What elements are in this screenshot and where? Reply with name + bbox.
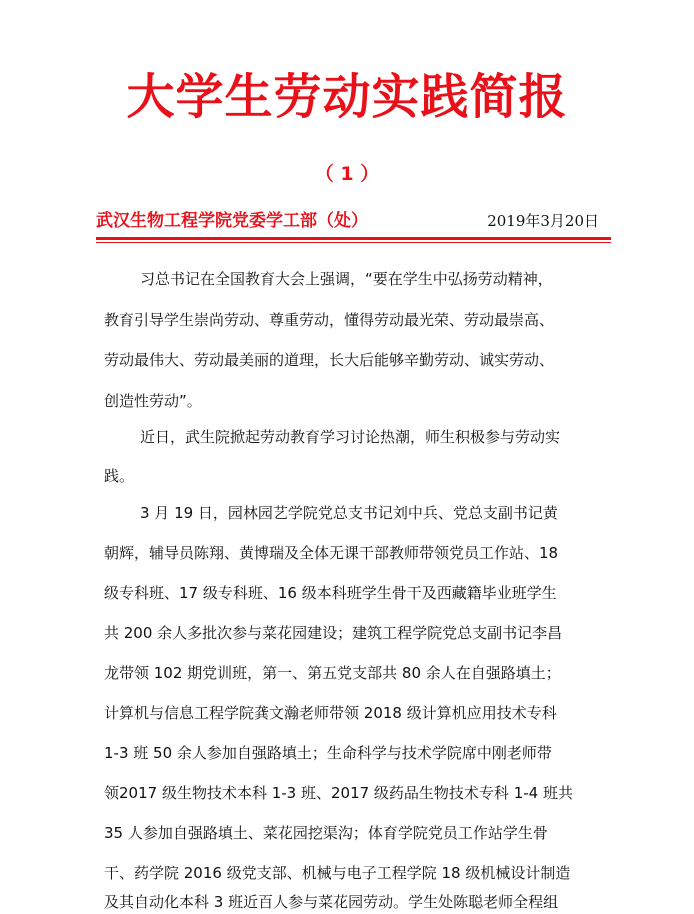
text-line: 创造性劳动”。 xyxy=(104,392,202,410)
text-line: 1-3 班 50 余人参加自强路填土；生命科学与技术学院席中刚老师带 xyxy=(104,744,552,762)
text-line: 共 200 余人多批次参与菜花园建设；建筑工程学院党总支副书记李昌 xyxy=(104,624,563,642)
text-line: 级专科班、17 级专科班、16 级本科班学生骨干及西藏籍毕业班学生 xyxy=(104,584,557,602)
publisher-name: 武汉生物工程学院党委学工部（处） xyxy=(96,211,368,231)
text-line: 教育引导学生崇尚劳动、尊重劳动，懂得劳动最光荣、劳动最崇高、 xyxy=(104,311,555,329)
text-line: 习总书记在全国教育大会上强调，“要在学生中弘扬劳动精神， xyxy=(140,270,553,288)
text-line: 领2017 级生物技术本科 1-3 班、2017 级药品生物技术专科 1-4 班共 xyxy=(104,784,573,802)
text-line: 35 人参加自强路填土、菜花园挖渠沟；体育学院党员工作站学生骨 xyxy=(104,824,548,842)
masthead-rule-thin xyxy=(96,242,611,243)
issue-number: （ 1 ） xyxy=(314,163,380,185)
publish-date: 2019年3月20日 xyxy=(487,212,599,230)
text-line: 践。 xyxy=(104,467,135,485)
text-line: 朝辉，辅导员陈翔、黄博瑞及全体无课干部教师带领党员工作站、18 xyxy=(104,544,559,562)
text-line: 计算机与信息工程学院龚文瀚老师带领 2018 级计算机应用技术专科 xyxy=(104,704,557,722)
masthead-rule-thick xyxy=(96,237,611,240)
text-line: 劳动最伟大、劳动最美丽的道理，长大后能够辛勤劳动、诚实劳动、 xyxy=(104,351,555,369)
text-line: 近日，武生院掀起劳动教育学习讨论热潮，师生积极参与劳动实 xyxy=(140,428,561,446)
bulletin-title: 大学生劳动实践简报 xyxy=(126,69,568,125)
text-line: 及其自动化本科 3 班近百人参与菜花园劳动。学生处陈聪老师全程组 xyxy=(104,893,559,911)
masthead-row xyxy=(96,208,607,236)
text-line: 龙带领 102 期党训班，第一、第五党支部共 80 余人在自强路填土； xyxy=(104,664,561,682)
text-line: 干、药学院 2016 级党支部、机械与电子工程学院 18 级机械设计制造 xyxy=(104,864,571,882)
text-line: 3 月 19 日，园林园艺学院党总支书记刘中兵、党总支副书记黄 xyxy=(140,504,558,522)
